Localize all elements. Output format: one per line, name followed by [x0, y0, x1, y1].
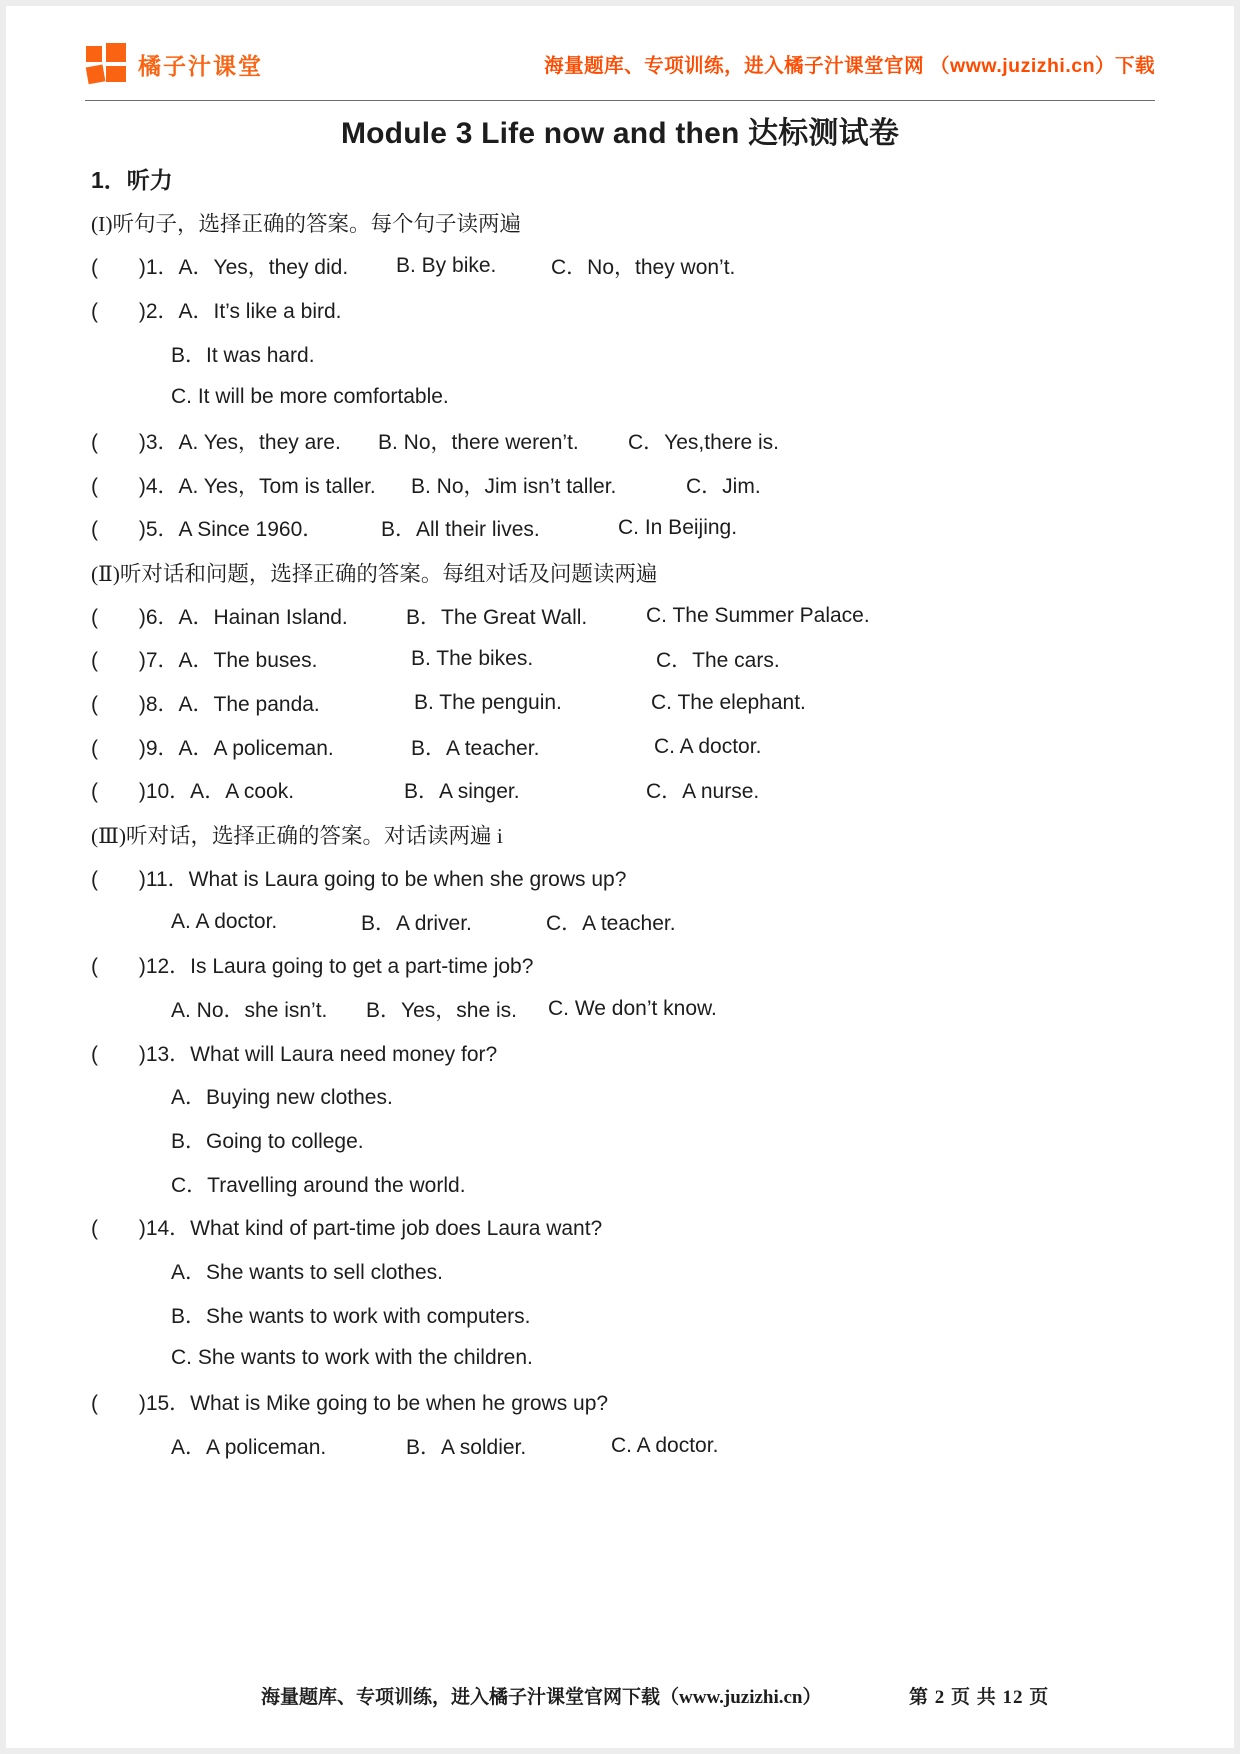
page-indicator: 第 2 页 共 12 页 [909, 1687, 1050, 1708]
question-line [91, 375, 1196, 419]
text-segment: C. She wants to work with the children. [171, 1346, 533, 1370]
text-segment: ( )10．A．A cook. [91, 780, 295, 804]
text-segment: ( )11．What is Laura going to be when she grows up? [91, 867, 627, 891]
page-header [85, 36, 1155, 92]
text-segment: B. The penguin. [414, 691, 562, 715]
question-line [91, 1424, 1196, 1468]
question-line [91, 463, 1196, 507]
text-segment: B．All their lives. [381, 518, 540, 542]
text-segment: ( )9．A．A policeman. [91, 736, 334, 760]
text-segment: C．A nurse. [646, 780, 760, 804]
worksheet-body [91, 157, 1196, 1468]
text-segment: B．A driver. [361, 911, 472, 935]
text-segment: B．A singer. [404, 780, 520, 804]
text-segment: ( )7．A．The buses. [91, 649, 318, 673]
text-segment: ( )8．A．The panda. [91, 693, 320, 717]
text-segment: (Ⅱ)听对话和问题，选择正确的答案。每组对话及问题读两遍 [91, 561, 658, 586]
question-line [91, 856, 1196, 900]
footer-promo-text: 海量题库、专项训练，进入橘子汁课堂官网下载（www.juzizhi.cn） [261, 1687, 822, 1708]
text-segment: C．The cars. [656, 649, 780, 673]
text-segment: C．Yes,there is. [628, 430, 779, 454]
text-segment: C．No，they won’t. [551, 256, 736, 280]
text-segment: ( )1．A．Yes，they did. [91, 256, 349, 280]
question-line [91, 332, 1196, 376]
text-segment: B．She wants to work with computers. [171, 1304, 531, 1328]
question-line [91, 594, 1196, 638]
instruction-line [91, 550, 1196, 594]
text-segment: B．It was hard. [171, 343, 315, 367]
question-line [91, 1337, 1196, 1381]
text-segment: C. The Summer Palace. [646, 603, 870, 627]
page-title: Module 3 Life now and then 达标测试卷 [340, 117, 900, 150]
question-line [91, 769, 1196, 813]
text-segment: C．Travelling around the world. [171, 1173, 466, 1197]
question-line [91, 1206, 1196, 1250]
text-segment: B．A soldier. [406, 1435, 527, 1459]
text-segment: (I)听句子，选择正确的答案。每个句子读两遍 [91, 212, 521, 237]
text-segment: A．A policeman. [171, 1435, 327, 1459]
text-segment: ( )6．A．Hainan Island. [91, 605, 348, 629]
text-segment: B. The bikes. [411, 647, 534, 671]
question-line [91, 1162, 1196, 1206]
text-segment: B. By bike. [396, 254, 497, 278]
question-line [91, 419, 1196, 463]
text-segment: B．Yes，she is. [366, 998, 517, 1022]
instruction-line [91, 812, 1196, 856]
brand-name: 橘子汁课堂 [138, 52, 263, 79]
text-segment: C. We don’t know. [548, 996, 717, 1020]
question-line [91, 244, 1196, 288]
question-line [91, 900, 1196, 944]
brand [85, 43, 263, 85]
question-line [91, 507, 1196, 551]
question-line [91, 987, 1196, 1031]
juzizhi-logo-icon [85, 43, 129, 85]
page-footer [6, 1682, 1234, 1712]
text-segment: ( )5．A Since 1960． [91, 518, 324, 542]
text-segment: (Ⅲ)听对话，选择正确的答案。对话读两遍 i [91, 823, 503, 848]
section-heading [91, 157, 1196, 201]
question-line [91, 638, 1196, 682]
text-segment: C．Jim. [686, 474, 761, 498]
text-segment: ( )2．A．It’s like a bird. [91, 299, 342, 323]
question-line [91, 1031, 1196, 1075]
question-line [91, 681, 1196, 725]
text-segment: ( )4．A. Yes，Tom is taller. [91, 474, 376, 498]
text-segment: ( )3．A. Yes，they are. [91, 430, 341, 454]
header-divider [85, 100, 1155, 101]
text-segment: C. It will be more comfortable. [171, 385, 449, 409]
text-segment: ( )14．What kind of part-time job does Laura want? [91, 1217, 603, 1241]
text-segment: C. The elephant. [651, 691, 806, 715]
question-line [91, 943, 1196, 987]
text-segment: C. A doctor. [654, 734, 762, 758]
text-segment: B. No，there weren’t. [378, 430, 579, 454]
text-segment: B．Going to college. [171, 1129, 364, 1153]
text-segment: A. A doctor. [171, 909, 278, 933]
text-segment: C．A teacher. [546, 911, 676, 935]
text-segment: B．A teacher. [411, 736, 540, 760]
text-segment: C. A doctor. [611, 1433, 719, 1457]
text-segment: ( )13．What will Laura need money for? [91, 1042, 498, 1066]
text-segment: A．Buying new clothes. [171, 1086, 393, 1110]
text-segment: 1．听力 [91, 167, 173, 194]
question-line [91, 1380, 1196, 1424]
question-line [91, 1249, 1196, 1293]
question-line [91, 725, 1196, 769]
text-segment: B. No，Jim isn’t taller. [411, 474, 617, 498]
question-line [91, 1293, 1196, 1337]
question-line [91, 288, 1196, 332]
text-segment: ( )12．Is Laura going to get a part-time job? [91, 955, 534, 979]
text-segment: ( )15．What is Mike going to be when he grows up? [91, 1392, 609, 1416]
text-segment: A．She wants to sell clothes. [171, 1261, 443, 1285]
question-line [91, 1074, 1196, 1118]
text-segment: C. In Beijing. [618, 516, 738, 540]
header-promo-text: 海量题库、专项训练，进入橘子汁课堂官网 （www.juzizhi.cn）下载 [544, 55, 1155, 77]
text-segment: A. No．she isn’t. [171, 998, 328, 1022]
question-line [91, 1118, 1196, 1162]
text-segment: B．The Great Wall. [406, 605, 588, 629]
instruction-line [91, 201, 1196, 245]
